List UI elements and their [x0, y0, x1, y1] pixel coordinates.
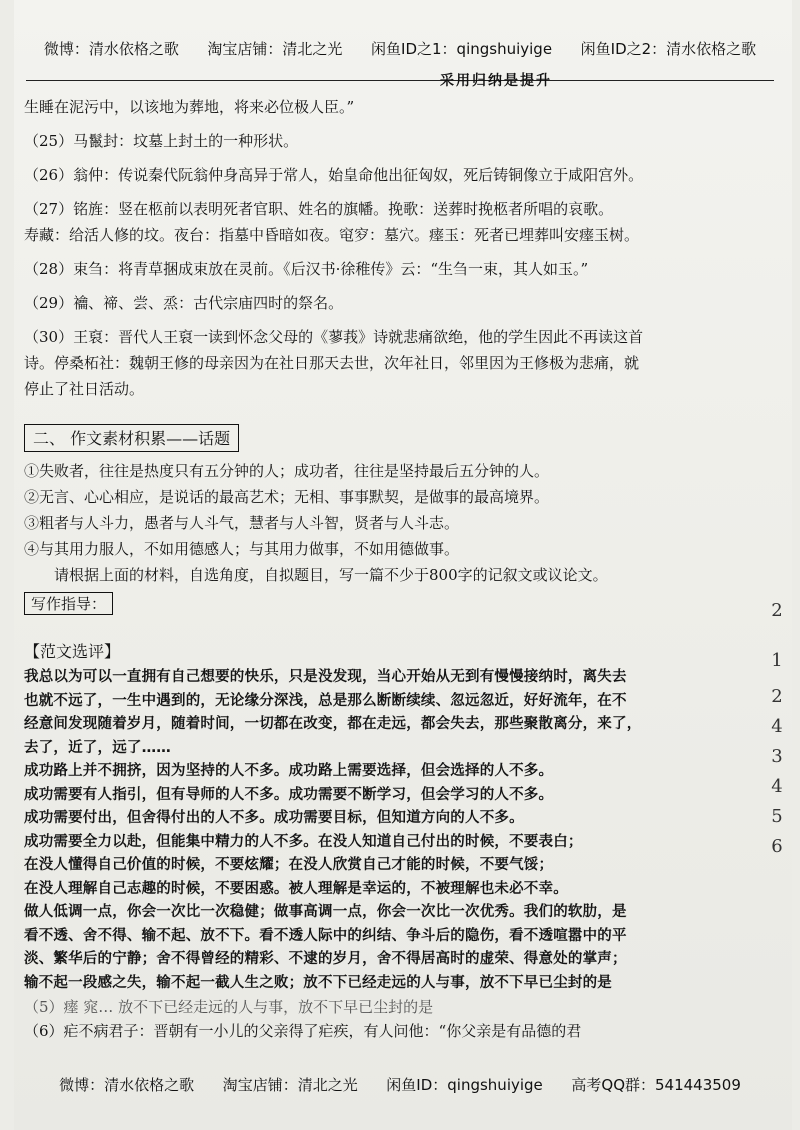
note-line: 生睡在泥污中，以该地为葬地，将来必位极人臣。” — [24, 98, 355, 116]
margin-mark: 3 — [771, 746, 783, 767]
margin-mark: 4 — [771, 776, 783, 797]
header-rule — [26, 80, 774, 81]
writing-prompt: 请根据上面的材料，自选角度，自拟题目，写一篇不少于800字的记叙文或议论文。 — [54, 566, 608, 584]
note-line: 诗。停桑柘社：魏朝王修的母亲因为在社日那天去世，次年社日，邻里因为王修极为悲痛，就 — [24, 354, 640, 372]
note-line: 停止了社日活动。 — [24, 380, 145, 398]
material-item: ④与其用力服人，不如用德感人；与其用力做事，不如用德做事。 — [24, 540, 460, 558]
page-content — [24, 94, 740, 1043]
material-item: ③粗者与人斗力，愚者与人斗气，慧者与人斗智，贤者与人斗志。 — [24, 514, 460, 532]
note-line: （27）铭旌：竖在柩前以表明死者官职、姓名的旗幡。挽歌：送葬时挽柩者所唱的哀歌。 — [24, 200, 614, 218]
margin-mark: 1 — [771, 650, 783, 671]
note-line: （26）翁仲：传说秦代阮翁仲身高异于常人，始皇命他出征匈奴，死后铸铜像立于咸阳宫外。 — [24, 166, 644, 184]
essay-line: 成功需要付出，但舍得付出的人不多。成功需要目标，但知道方向的人不多。 — [24, 810, 524, 826]
essay-line: 在没人懂得自己价值的时候，不要炫耀；在没人欣赏自己才能的时候，不要气馁； — [24, 857, 554, 873]
sample-essay — [24, 666, 740, 995]
essay-line: 输不起一段感之失，输不起一截人生之败；放不下已经走远的人与事，放不下早已尘封的是 — [24, 974, 612, 991]
essay-line: 看不透、舍不得、输不起、放不下。看不透人际中的纠结、争斗后的隐伤，看不透喧嚣中的平 — [24, 927, 627, 944]
essay-line: 在没人理解自己志趣的时候，不要困惑。被人理解是幸运的，不被理解也未必不幸。 — [24, 880, 568, 897]
note-line: （30）王裒：晋代人王裒一读到怀念父母的《蓼莪》诗就悲痛欲绝，他的学生因此不再读这首 — [24, 328, 644, 346]
margin-mark: 2 — [771, 600, 783, 621]
bleed-through-notes — [24, 995, 740, 1043]
essay-line: 成功需要全力以赴，但能集中精力的人不多。在没人知道自己付出的时候，不要表白； — [24, 833, 583, 850]
essay-line: 成功路上并不拥挤，因为坚持的人不多。成功路上需要选择，但会选择的人不多。 — [24, 763, 554, 779]
writing-guide-label: 写作指导： — [24, 592, 113, 615]
margin-mark: 2 — [771, 686, 783, 707]
note-line: （28）束刍：将青草捆成束放在灵前。《后汉书·徐稚传》云：“生刍一束，其人如玉。” — [24, 260, 589, 278]
essay-line: 经意间发现随着岁月，随着时间，一切都在改变，都在走远，都会失去，那些聚散离分，来了， — [24, 716, 642, 732]
margin-mark: 6 — [771, 836, 783, 857]
topic-material — [24, 458, 740, 588]
bottom-promo-banner: 微博：清水依格之歌 淘宝店铺：清北之光 闲鱼ID：qingshuiyige 高考QQ群：541443509 — [59, 1076, 741, 1094]
note-line: 寿藏：给活人修的坟。夜台：指墓中昏暗如夜。窀穸：墓穴。瘗玉：死者已埋葬叫安瘗玉树。 — [24, 226, 640, 244]
essay-line: 我总以为可以一直拥有自己想要的快乐，只是没发现，当心开始从无到有慢慢接纳时，离失去 — [24, 669, 627, 685]
essay-line: 淡、繁华后的宁静；舍不得曾经的精彩、不逮的岁月，舍不得居高时的虚荣、得意处的掌声； — [24, 951, 627, 967]
tail-note-line: （6）疟不病君子：晋朝有一小儿的父亲得了疟疾，有人问他：“你父亲是有品德的君 — [24, 1022, 582, 1040]
essay-line: 也就不远了，一生中遇到的，无论缘分深浅，总是那么断断续续、忽远忽近，好好流年，在不 — [24, 692, 627, 709]
essay-line: 成功需要有人指引，但有导师的人不多。成功需要不断学习，但会学习的人不多。 — [24, 786, 554, 803]
margin-mark: 4 — [771, 716, 783, 737]
annotation-notes — [24, 94, 740, 402]
section-heading: 二、 作文素材积累——话题 — [24, 424, 239, 452]
essay-line: 做人低调一点，你会一次比一次稳健；做事高调一点，你会一次比一次优秀。我们的软肋，是 — [24, 904, 627, 920]
header-strip-title: 采用归纳是提升 — [440, 73, 552, 89]
sample-essay-title: 【范文选评】 — [24, 642, 121, 661]
material-item: ②无言、心心相应，是说话的最高艺术；无相、事事默契，是做事的最高境界。 — [24, 488, 550, 506]
tail-note-line: （5）瘗 窕… 放不下已经走远的人与事，放不下早已尘封的是 — [24, 998, 434, 1016]
material-item: ①失败者，往往是热度只有五分钟的人；成功者，往往是坚持最后五分钟的人。 — [24, 462, 550, 480]
essay-line: 去了，近了，远了…… — [24, 739, 171, 756]
margin-mark: 5 — [771, 806, 783, 827]
note-line: （25）马鬣封：坟墓上封土的一种形状。 — [24, 132, 299, 150]
top-promo-banner: 微博：清水依格之歌 淘宝店铺：清北之光 闲鱼ID之1：qingshuiyige 闲鱼ID之2：清水依格之歌 — [43, 40, 757, 58]
note-line: （29）禴、禘、尝、烝：古代宗庙四时的祭名。 — [24, 294, 344, 312]
